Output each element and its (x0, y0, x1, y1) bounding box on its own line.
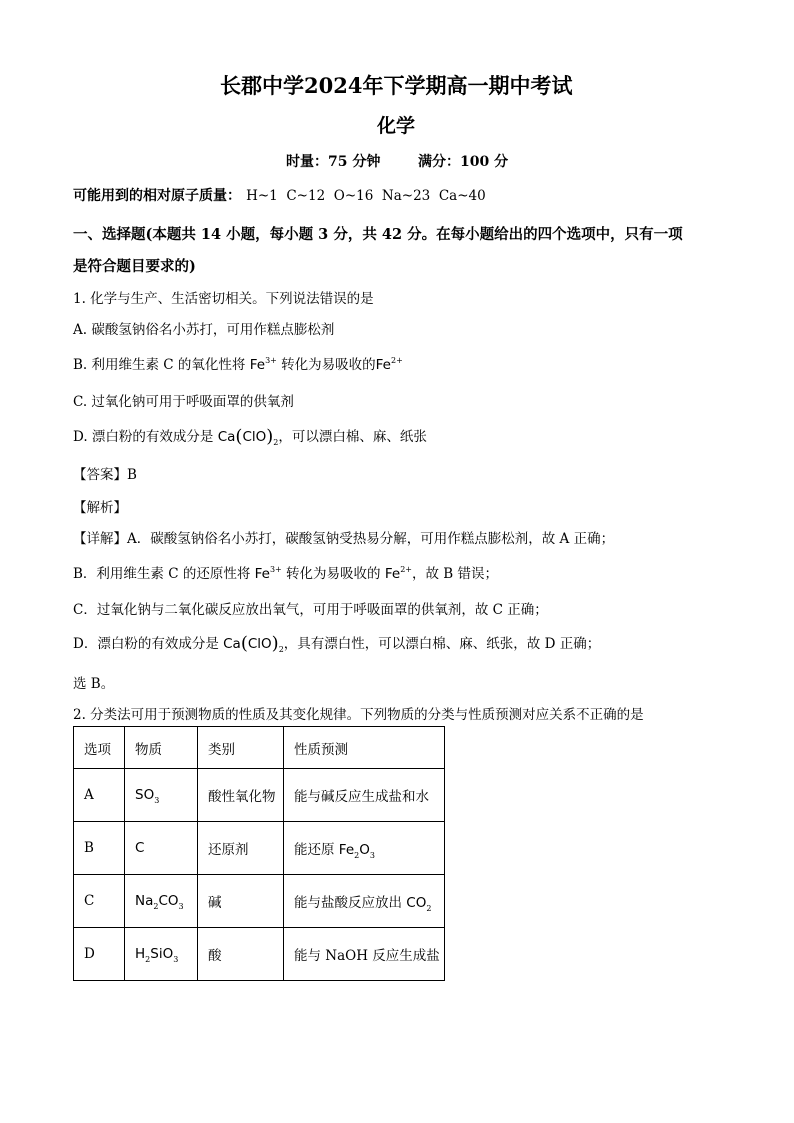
detail-a-text: A．碳酸氢钠俗名小苏打，碳酸氢钠受热易分解，可用作糕点膨松剂，故 A 正确； (127, 531, 615, 547)
subject-title: 化学 (377, 115, 416, 137)
q1-stem: 1. 化学与生产、生活密切相关。下列说法错误的是 (73, 291, 374, 307)
substance-cell: $Na_2CO_3$ (125, 875, 198, 928)
fe-formula: Fe (249, 357, 266, 373)
q1-detail-a (73, 527, 614, 547)
atomic-mass-line (73, 185, 486, 205)
score-label: 满分：100 分 (418, 154, 509, 170)
exam-title: 长郡中学2024年下学期高一期中考试 (220, 73, 573, 98)
header-cell: 物质 (125, 727, 198, 769)
fe-formula: Fe (384, 566, 401, 582)
prediction-cell: 能与 NaOH 反应生成盐 (284, 928, 445, 981)
table-row (74, 928, 445, 981)
sub-2: 2 (278, 645, 284, 654)
category-cell: 酸性氧化物 (198, 769, 284, 822)
ca-formula: Ca (217, 429, 236, 445)
analysis-tag: 【解析】 (73, 500, 127, 516)
answer-tag: 【答案】 (73, 467, 127, 483)
option-cell: D (74, 928, 125, 981)
ca-formula: Ca (223, 636, 241, 652)
q1-option-d: D. 漂白粉的有效成分是 $Ca(ClO)_2$，可以漂白棉、麻、纸张 (73, 426, 427, 447)
q1-option-b (73, 353, 403, 373)
substance-cell: C (125, 822, 198, 875)
category-cell: 酸 (198, 928, 284, 981)
q1-conclusion: 选 B。 (73, 676, 115, 692)
category-cell: 还原剂 (198, 822, 284, 875)
q1-option-d-pre: D. 漂白粉的有效成分是 (73, 429, 218, 445)
substance-cell: $H_2SiO_3$ (125, 928, 198, 981)
detail-b-mid: 转化为易吸收的 (281, 566, 385, 582)
atomic-mass-label: 可能用到的相对原子质量： (73, 188, 241, 204)
q1-option-c: C. 过氧化钠可用于呼吸面罩的供氧剂 (73, 394, 294, 410)
header-cell: 性质预测 (284, 727, 445, 769)
section-heading-line1: 一、选择题(本题共 14 小题，每小题 3 分，共 42 分。在每小题给出的四个选项中，只有一项 (73, 226, 683, 243)
q1-option-d-post: ，可以漂白棉、麻、纸张 (278, 429, 427, 445)
fe3-charge: 3+ (269, 565, 282, 574)
prediction-cell: 能与碱反应生成盐和水 (284, 769, 445, 822)
table-row (74, 822, 445, 875)
detail-d-post: ，具有漂白性，可以漂白棉、麻、纸张，故 D 正确； (283, 636, 601, 652)
time-label: 时量：75 分钟 (286, 154, 381, 170)
q1-detail-b (73, 562, 498, 582)
q1-detail-d: D．漂白粉的有效成分是 $Ca(ClO)_2$，具有漂白性，可以漂白棉、麻、纸张，故 D 正确； (73, 633, 601, 654)
q2-table (73, 726, 445, 981)
category-cell: 碱 (198, 875, 284, 928)
atomic-mass-values: H~1 C~12 O~16 Na~23 Ca~40 (246, 188, 486, 204)
answer-value: B (127, 467, 137, 483)
fe2-charge: 2+ (391, 356, 403, 365)
clo-formula: ClO (242, 429, 267, 445)
fe3-charge: 3+ (265, 356, 277, 365)
q1-option-b-pre: B. 利用维生素 C 的氧化性将 (73, 357, 250, 373)
detail-b-post: ，故 B 错误； (412, 566, 499, 582)
header-cell: 类别 (198, 727, 284, 769)
q1-option-b-mid: 转化为易吸收的 (276, 357, 376, 373)
prediction-cell: 能还原 $Fe_2O_3$ (284, 822, 445, 875)
detail-tag: 【详解】 (73, 531, 127, 547)
section-heading-line2: 是符合题目要求的) (73, 258, 196, 275)
table-row (74, 875, 445, 928)
q2-stem: 2. 分类法可用于预测物质的性质及其变化规律。下列物质的分类与性质预测对应关系不正确的是 (73, 707, 644, 723)
fe-formula: Fe (375, 357, 391, 373)
q1-option-a: A. 碳酸氢钠俗名小苏打，可用作糕点膨松剂 (73, 322, 335, 338)
sub-2: 2 (273, 438, 279, 447)
prediction-cell: 能与盐酸反应放出 $CO_2$ (284, 875, 445, 928)
table-row (74, 769, 445, 822)
q1-detail-c: C．过氧化钠与二氧化碳反应放出氧气，可用于呼吸面罩的供氧剂，故 C 正确； (73, 602, 548, 618)
table-header-row (74, 727, 445, 769)
header-cell: 选项 (74, 727, 125, 769)
clo-formula: ClO (247, 636, 272, 652)
option-cell: A (74, 769, 125, 822)
detail-d-pre: D．漂白粉的有效成分是 (73, 636, 224, 652)
option-cell: C (74, 875, 125, 928)
substance-cell: $SO_3$ (125, 769, 198, 822)
fe2-charge: 2+ (400, 565, 412, 574)
detail-b-pre: B．利用维生素 C 的还原性将 (73, 566, 255, 582)
q1-answer (73, 463, 137, 483)
fe-formula: Fe (254, 566, 270, 582)
option-cell: B (74, 822, 125, 875)
